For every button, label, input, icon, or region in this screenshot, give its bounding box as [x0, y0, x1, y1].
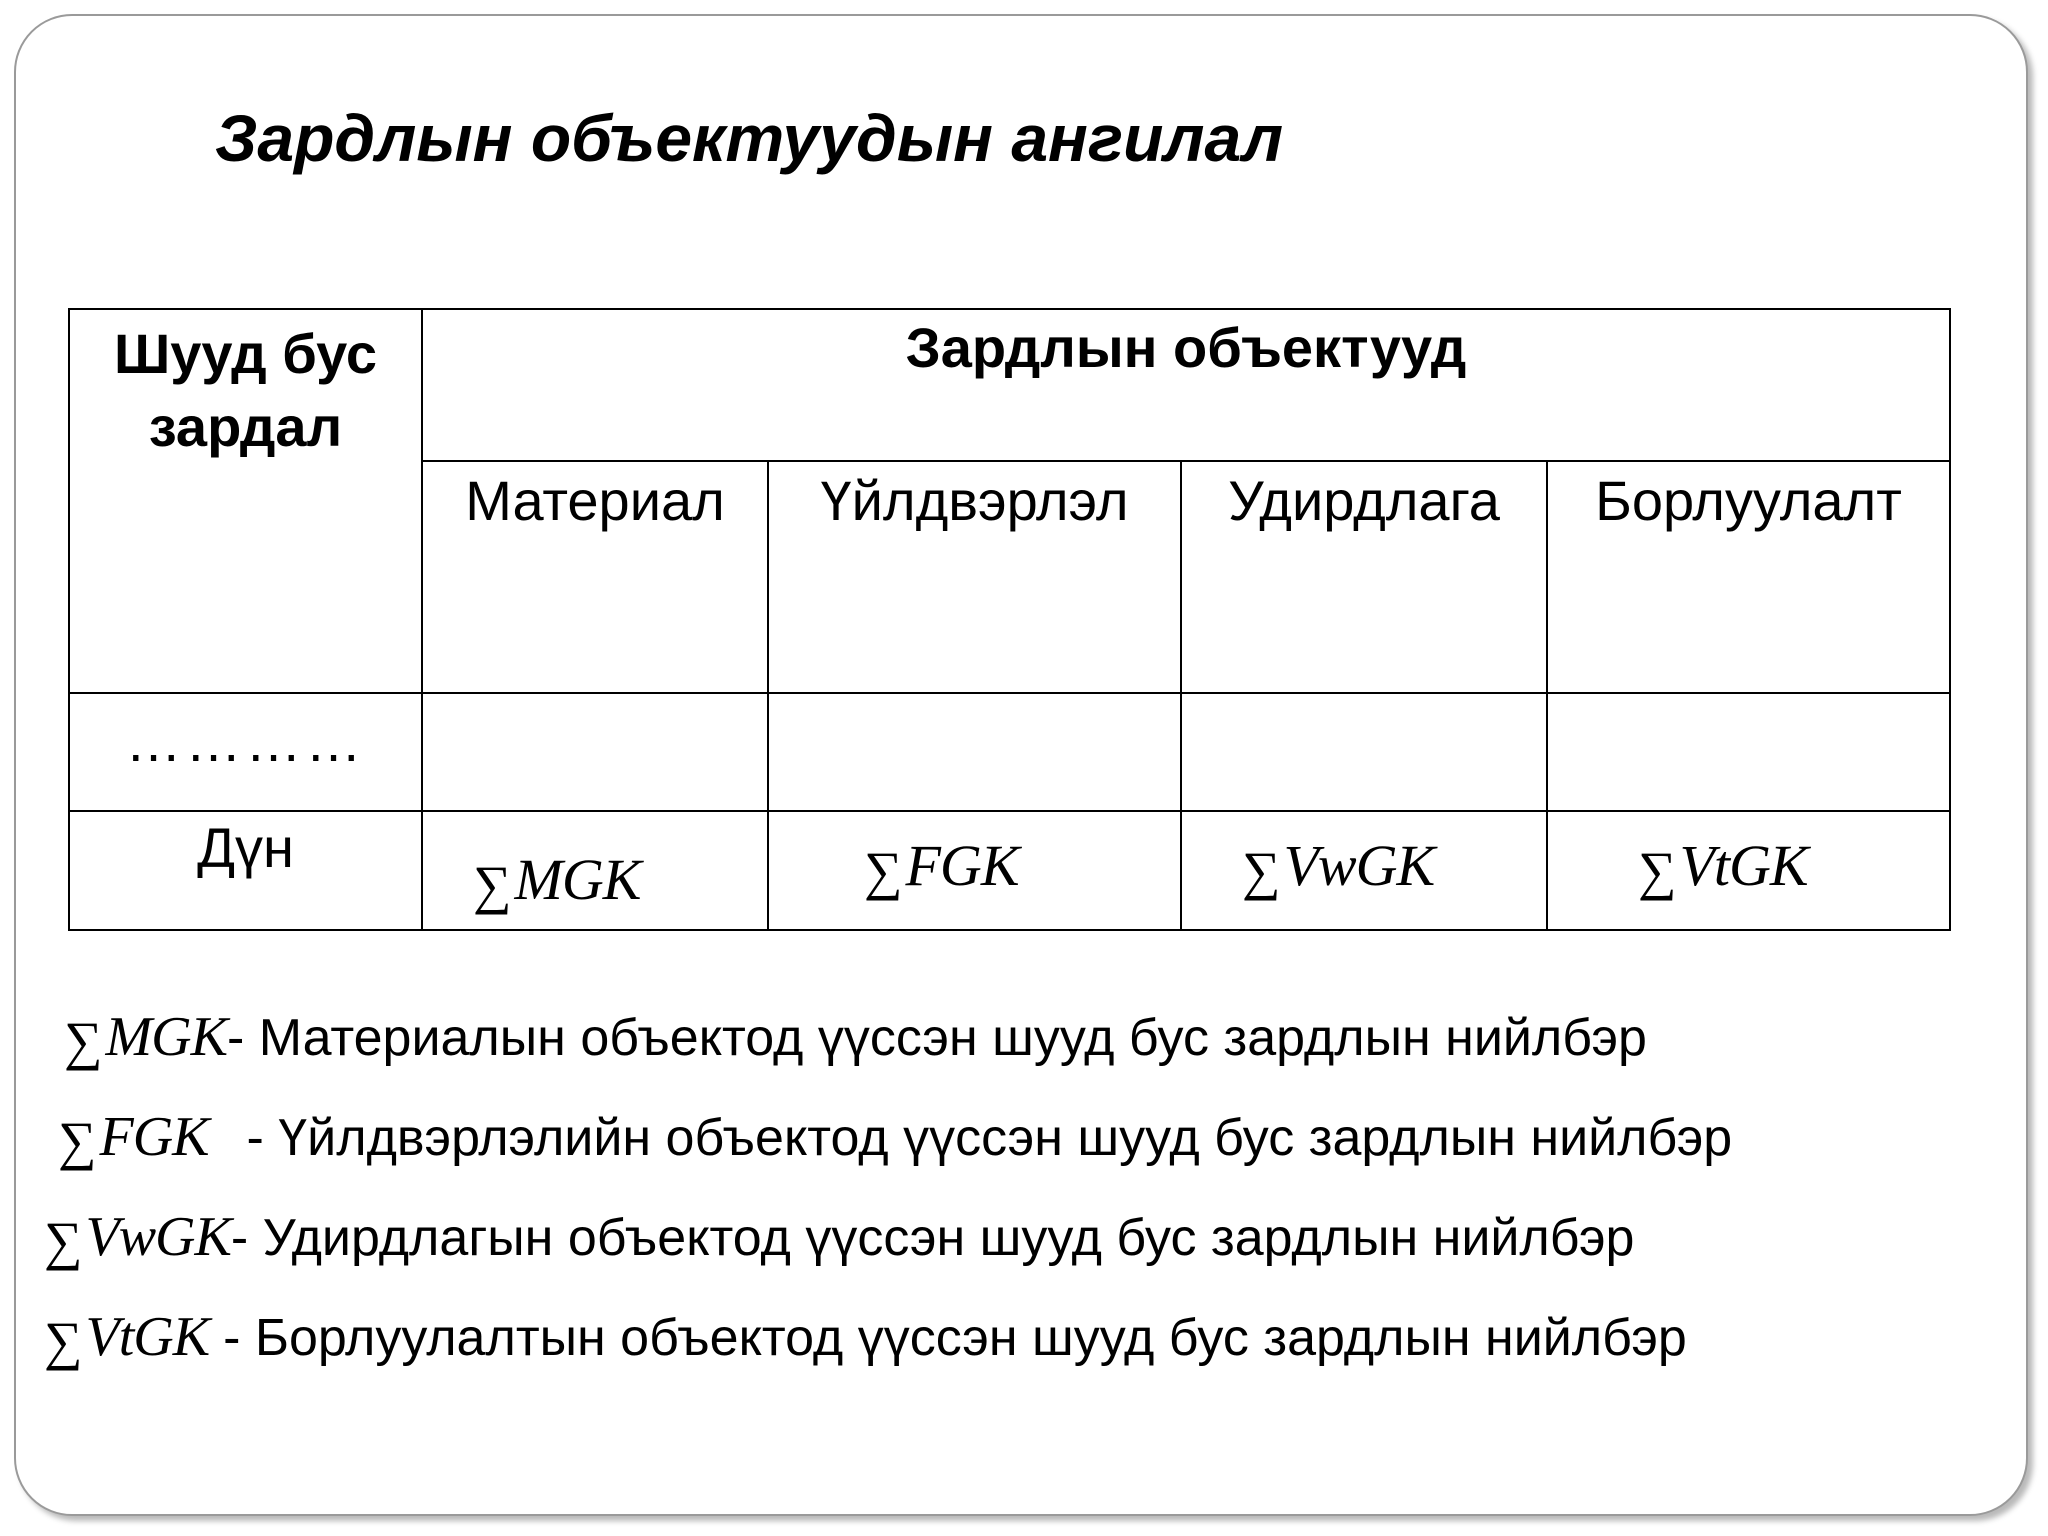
total-label: Дүн	[197, 816, 294, 879]
legend-text-fgk: - Үйлдвэрлэлийн объектод үүссэн шууд бус зардлын нийлбэр	[246, 1109, 1733, 1167]
legend-text-mgk: - Материалын объектод үүссэн шууд бус зардлын нийлбэр	[226, 1009, 1647, 1067]
slide-title: Зардлын объектуудын ангилал	[215, 101, 1284, 175]
empty-cell	[768, 693, 1181, 811]
column-management-label: Удирдлага	[1228, 469, 1500, 532]
total-production-cell	[768, 811, 1181, 930]
legend-item-vwgk	[44, 1205, 1634, 1269]
formula-fgk: ∑FGK	[864, 833, 1019, 901]
legend-text-vwgk: - Удирдлагын объектод үүссэн шууд бус зардлын нийлбэр	[230, 1209, 1635, 1267]
total-management-cell	[1181, 811, 1547, 930]
formula-mgk: ∑MGK	[473, 847, 641, 915]
table-header-row	[69, 309, 1950, 461]
table-row-ellipsis	[69, 693, 1950, 811]
column-material-label: Материал	[465, 469, 725, 532]
legend-formula-vtgk: ∑VtGK	[44, 1306, 210, 1371]
table-row-total	[69, 811, 1950, 930]
column-production	[768, 461, 1181, 693]
total-label-cell	[69, 811, 422, 930]
cost-objects-table	[68, 308, 1951, 931]
header-cost-objects-label: Зардлын объектууд	[905, 316, 1467, 379]
formula-vwgk: ∑VwGK	[1242, 833, 1435, 901]
header-indirect-cost	[69, 309, 422, 693]
column-material	[422, 461, 768, 693]
ellipsis-cell	[69, 693, 422, 811]
formula-vtgk: ∑VtGK	[1638, 833, 1808, 901]
legend-item-vtgk	[44, 1305, 1687, 1369]
empty-cell	[422, 693, 768, 811]
legend-formula-mgk: ∑MGK	[64, 1006, 227, 1071]
empty-cell	[1547, 693, 1950, 811]
header-indirect-cost-label: Шууд бус зардал	[113, 322, 378, 458]
empty-cell	[1181, 693, 1547, 811]
column-sales-label: Борлуулалт	[1595, 469, 1902, 532]
column-management	[1181, 461, 1547, 693]
legend-text-vtgk: - Борлуулалтын объектод үүссэн шууд бус зардлын нийлбэр	[223, 1309, 1687, 1367]
column-sales	[1547, 461, 1950, 693]
ellipsis-label: …………	[125, 710, 366, 773]
total-material-cell	[422, 811, 768, 930]
header-cost-objects	[422, 309, 1950, 461]
legend-formula-vwgk: ∑VwGK	[44, 1206, 231, 1271]
legend-formula-fgk: ∑FGK	[58, 1106, 209, 1171]
total-sales-cell	[1547, 811, 1950, 930]
column-production-label: Үйлдвэрлэл	[820, 469, 1129, 532]
legend-item-mgk	[64, 1005, 1647, 1069]
legend-item-fgk	[58, 1105, 1732, 1169]
